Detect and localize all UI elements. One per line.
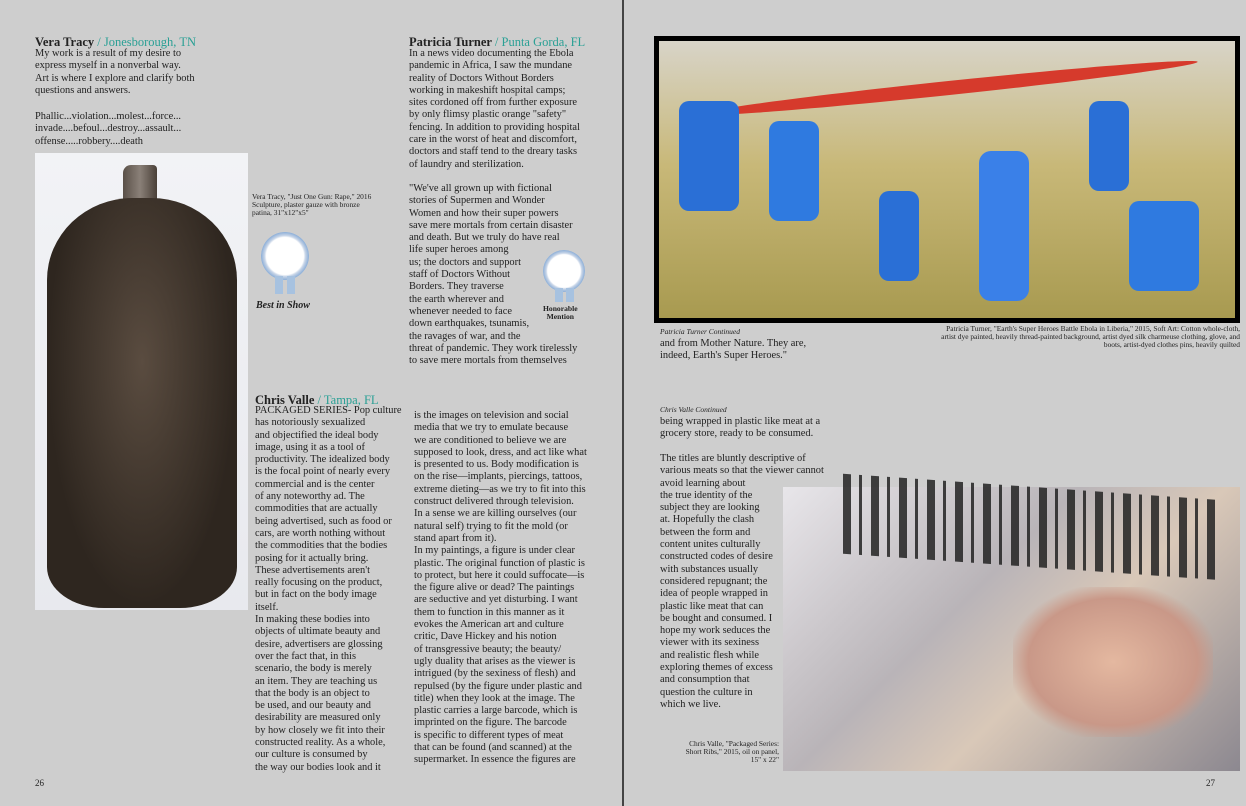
artist-name: Patricia Turner: [409, 35, 492, 49]
text-line: exploring themes of excess: [660, 662, 773, 674]
text-line: save mere mortals from certain disaster: [409, 219, 573, 231]
text-line: viewer with its sexiness: [660, 637, 759, 649]
text-line: questions and answers.: [35, 84, 131, 96]
chris-artwork-caption: [650, 740, 779, 764]
quilt-background: [659, 41, 1235, 318]
text-line: supposed to look, dress, and act like what: [414, 446, 587, 458]
chris-column-2: [414, 410, 587, 767]
chris-column-1: [255, 405, 402, 774]
text-line: imprinted on the figure. The barcode: [414, 717, 567, 729]
text-line: commercial and is the center: [255, 478, 375, 490]
face-under-plastic: [1013, 587, 1213, 737]
text-line: is presented to us. Body modification is: [414, 459, 579, 471]
text-line: artist dye painted, heavily thread-painted background, artist dyed silk charmeuse clothing, glove, and: [941, 332, 1240, 341]
text-line: The titles are bluntly descriptive of: [660, 453, 806, 464]
text-line: construct delivered through television.: [414, 496, 574, 508]
text-line: being wrapped in plastic like meat at a: [660, 416, 821, 427]
page-number-left: 26: [35, 778, 44, 788]
text-line: In a news video documenting the Ebola: [409, 48, 574, 59]
text-line: doctors and staff tend to the dreary tasks: [409, 146, 578, 158]
text-line: has notoriously sexualized: [255, 417, 366, 429]
text-line: indeed, Earth's Super Heroes.": [660, 350, 788, 362]
blue-garment: [1089, 101, 1129, 191]
text-line: being advertised, such as food or: [255, 515, 392, 527]
text-line: critic, Dave Hickey and his notion: [414, 631, 557, 643]
text-line: Phallic...violation...molest...force...: [35, 111, 182, 122]
text-line: really focusing on the product,: [255, 577, 383, 589]
text-line: of any noteworthy ad. The: [255, 491, 365, 503]
ribbon-icon: [566, 288, 574, 302]
text-line: plastic carries a large barcode, which is: [414, 705, 578, 717]
text-line: are seductive and yet disturbing. I want: [414, 594, 578, 606]
blue-garment: [769, 121, 819, 221]
text-line: invade....befoul...destroy...assault...: [35, 123, 182, 135]
text-line: over the fact that, in this: [255, 650, 356, 662]
text-line: and from Mother Nature. They are,: [660, 338, 807, 349]
text-line: constructed reality. As a whole,: [255, 737, 386, 749]
text-line: that the body is an object to: [255, 687, 370, 699]
honorable-mention-label: [543, 305, 578, 321]
text-line: evokes the American art and culture: [414, 619, 564, 631]
text-line: question the culture in: [660, 686, 753, 698]
text-line: them to function in this manner as it: [414, 606, 565, 618]
text-line: between the form and: [660, 526, 751, 538]
text-line: In a sense we are killing ourselves (our: [414, 508, 577, 520]
page-number-right: 27: [1206, 778, 1215, 788]
text-line: which we live.: [660, 698, 721, 710]
text-line: extreme dieting—as we try to fit into this: [414, 483, 586, 495]
continued-label: Chris Valle Continued: [660, 405, 727, 414]
text-line: Honorable: [543, 304, 578, 313]
text-line: desirability are measured only: [255, 712, 381, 724]
vera-artwork-caption: [252, 193, 371, 217]
vera-words: [35, 111, 181, 148]
text-line: Women and how their super powers: [409, 207, 559, 219]
text-line: cars, are worth nothing without: [255, 527, 386, 539]
barcode: [843, 474, 1223, 581]
text-line: productivity. The idealized body: [255, 454, 390, 466]
continued-label: Patricia Turner Continued: [660, 327, 741, 336]
text-line: In making these bodies into: [255, 614, 370, 626]
text-line: media that we try to emulate because: [414, 422, 569, 434]
text-line: the commodities that the bodies: [255, 540, 388, 552]
text-line: working in makeshift hospital camps;: [409, 84, 566, 96]
text-line: content unites culturally: [660, 539, 761, 551]
text-line: posing for it actually bring.: [255, 552, 369, 564]
text-line: desire, advertisers are glossing: [255, 638, 383, 650]
text-line: be used, and our beauty and: [255, 700, 371, 712]
text-line: life super heroes among: [409, 244, 509, 256]
text-line: These advertisements aren't: [255, 564, 370, 576]
text-line: Sculpture, plaster gauze with bronze: [252, 200, 360, 209]
text-line: sites cordoned off from further exposure: [409, 97, 578, 109]
ribbon-icon: [287, 276, 295, 294]
award-label: Best in Show: [256, 300, 310, 311]
text-line: hope my work seduces the: [660, 625, 771, 637]
text-line: itself.: [255, 601, 279, 613]
chris-continued-text: [660, 416, 820, 441]
blue-glove: [879, 191, 919, 281]
text-line: to save mere mortals from themselves: [409, 355, 567, 367]
best-in-show-badge-icon: [261, 232, 309, 280]
text-line: Borders. They traverse: [409, 281, 504, 293]
text-line: an item. They are teaching us: [255, 675, 378, 687]
text-line: the figure alive or dead? The paintings: [414, 582, 575, 594]
ribbon-icon: [555, 288, 563, 302]
page-gutter-divider: [622, 0, 624, 806]
text-line: the ravages of war, and the: [409, 330, 521, 342]
text-line: objects of ultimate beauty and: [255, 626, 381, 638]
text-line: care in the worst of heat and discomfort,: [409, 134, 577, 146]
text-line: subject they are looking: [660, 502, 760, 514]
text-line: by only flimsy plastic orange "safety": [409, 109, 567, 121]
text-line: grocery store, ready to be consumed.: [660, 428, 814, 440]
text-line: title) when they look at the image. The: [414, 692, 575, 704]
text-line: offense.....robbery....death: [35, 135, 143, 147]
text-line: plastic. The original function of plastic is: [414, 557, 585, 569]
blue-glove: [1129, 201, 1199, 291]
text-line: staff of Doctors Without: [409, 269, 511, 281]
text-line: down earthquakes, tsunamis,: [409, 318, 530, 330]
text-line: intrigued (by the sexiness of flesh) and: [414, 668, 576, 680]
text-line: supermarket. In essence the figures are: [414, 754, 576, 766]
text-line: the way our bodies look and it: [255, 761, 381, 773]
ribbon-icon: [275, 276, 283, 294]
text-line: and consumption that: [660, 674, 750, 686]
text-line: PACKAGED SERIES- Pop culture: [255, 405, 402, 416]
text-line: and death. But we truly do have real: [409, 232, 560, 244]
text-line: 15" x 22": [750, 755, 779, 764]
text-line: threat of pandemic. They work tirelessly: [409, 342, 578, 354]
artist-name: Chris Valle: [255, 393, 315, 407]
text-line: but in fact on the body image: [255, 589, 377, 601]
text-line: Mention: [546, 312, 575, 321]
text-line: various meats so that the viewer cannot: [660, 465, 824, 477]
text-line: and objectified the ideal body: [255, 429, 379, 441]
text-line: stand apart from it).: [414, 532, 497, 544]
text-line: our culture is consumed by: [255, 749, 368, 761]
quilt-caption: [941, 325, 1240, 349]
text-line: scenario, the body is merely: [255, 663, 372, 675]
text-line: us; the doctors and support: [409, 256, 521, 268]
text-line: Chris Valle, "Packaged Series:: [689, 739, 779, 748]
text-line: In my paintings, a figure is under clear: [414, 545, 576, 557]
text-line: constructed codes of desire: [660, 551, 773, 563]
text-line: ugly duality that arises as the viewer is: [414, 655, 576, 667]
text-line: avoid learning about: [660, 477, 746, 489]
blue-glove: [979, 151, 1029, 301]
text-line: reality of Doctors Without Borders: [409, 72, 554, 84]
text-line: express myself in a nonverbal way.: [35, 60, 181, 72]
blue-garment: [679, 101, 739, 211]
text-line: pandemic in Africa, I saw the mundane: [409, 60, 573, 72]
text-line: considered repugnant; the: [660, 575, 768, 587]
text-line: My work is a result of my desire to: [35, 48, 182, 59]
text-line: be bought and consumed. I: [660, 612, 773, 624]
patricia-paragraph-1: [409, 48, 580, 171]
text-line: image, using it as a tool of: [255, 441, 365, 453]
text-line: to protect, but here it could suffocate—is: [414, 569, 585, 581]
text-line: at. Hopefully the clash: [660, 514, 755, 526]
text-line: natural self) trying to fit the mold (or: [414, 520, 568, 532]
text-line: commodities that are actually: [255, 503, 378, 515]
sculpture-photo: [35, 153, 248, 610]
text-line: with substances usually: [660, 563, 759, 575]
text-line: whenever needed to face: [409, 305, 512, 317]
text-line: Vera Tracy, "Just One Gun: Rape," 2016: [252, 192, 372, 201]
text-line: stories of Supermen and Wonder: [409, 195, 545, 207]
text-line: plastic like meat that can: [660, 600, 764, 612]
patricia-continued-text: [660, 338, 806, 363]
text-line: the true identity of the: [660, 489, 753, 501]
text-line: boots, artist-dyed clothes pins, heavily quilted: [1103, 340, 1240, 349]
text-line: on the rise—implants, piercings, tattoos,: [414, 471, 583, 483]
text-line: we are conditioned to believe we are: [414, 434, 567, 446]
artist-location: / Punta Gorda, FL: [494, 35, 586, 49]
text-line: idea of people wrapped in: [660, 588, 768, 600]
artist-location: / Jonesborough, TN: [97, 35, 196, 49]
text-line: of transgressive beauty; the beauty/: [414, 643, 562, 655]
packaged-series-painting: [783, 487, 1240, 771]
quilt-artwork-photo: [654, 36, 1240, 323]
text-line: "We've all grown up with fictional: [409, 183, 552, 194]
text-line: the earth wherever and: [409, 293, 504, 305]
honorable-mention-badge-icon: [543, 250, 585, 292]
vera-statement: [35, 48, 195, 97]
text-line: and realistic flesh while: [660, 649, 759, 661]
text-line: fencing. In addition to providing hospital: [409, 121, 580, 133]
text-line: is the images on television and social: [414, 410, 569, 421]
text-line: patina, 31"x12"x5": [252, 208, 309, 217]
text-line: Patricia Turner, "Earth's Super Heroes Battle Ebola in Liberia," 2015, Soft Art: Cotton whole-cloth,: [946, 324, 1240, 333]
text-line: by how closely we fit into their: [255, 724, 385, 736]
text-line: that can be found (and scanned) at the: [414, 742, 572, 754]
text-line: Short Ribs," 2015, oil on panel,: [685, 747, 779, 756]
text-line: repulsed (by the figure under plastic and: [414, 680, 582, 692]
artist-name: Vera Tracy: [35, 35, 95, 49]
text-line: is specific to different types of meat: [414, 729, 564, 741]
text-line: of laundry and sterilization.: [409, 158, 524, 170]
torso-sculpture: [47, 198, 237, 608]
text-line: Art is where I explore and clarify both: [35, 72, 195, 84]
artist-location: / Tampa, FL: [317, 393, 379, 407]
text-line: is the focal point of nearly every: [255, 466, 391, 478]
